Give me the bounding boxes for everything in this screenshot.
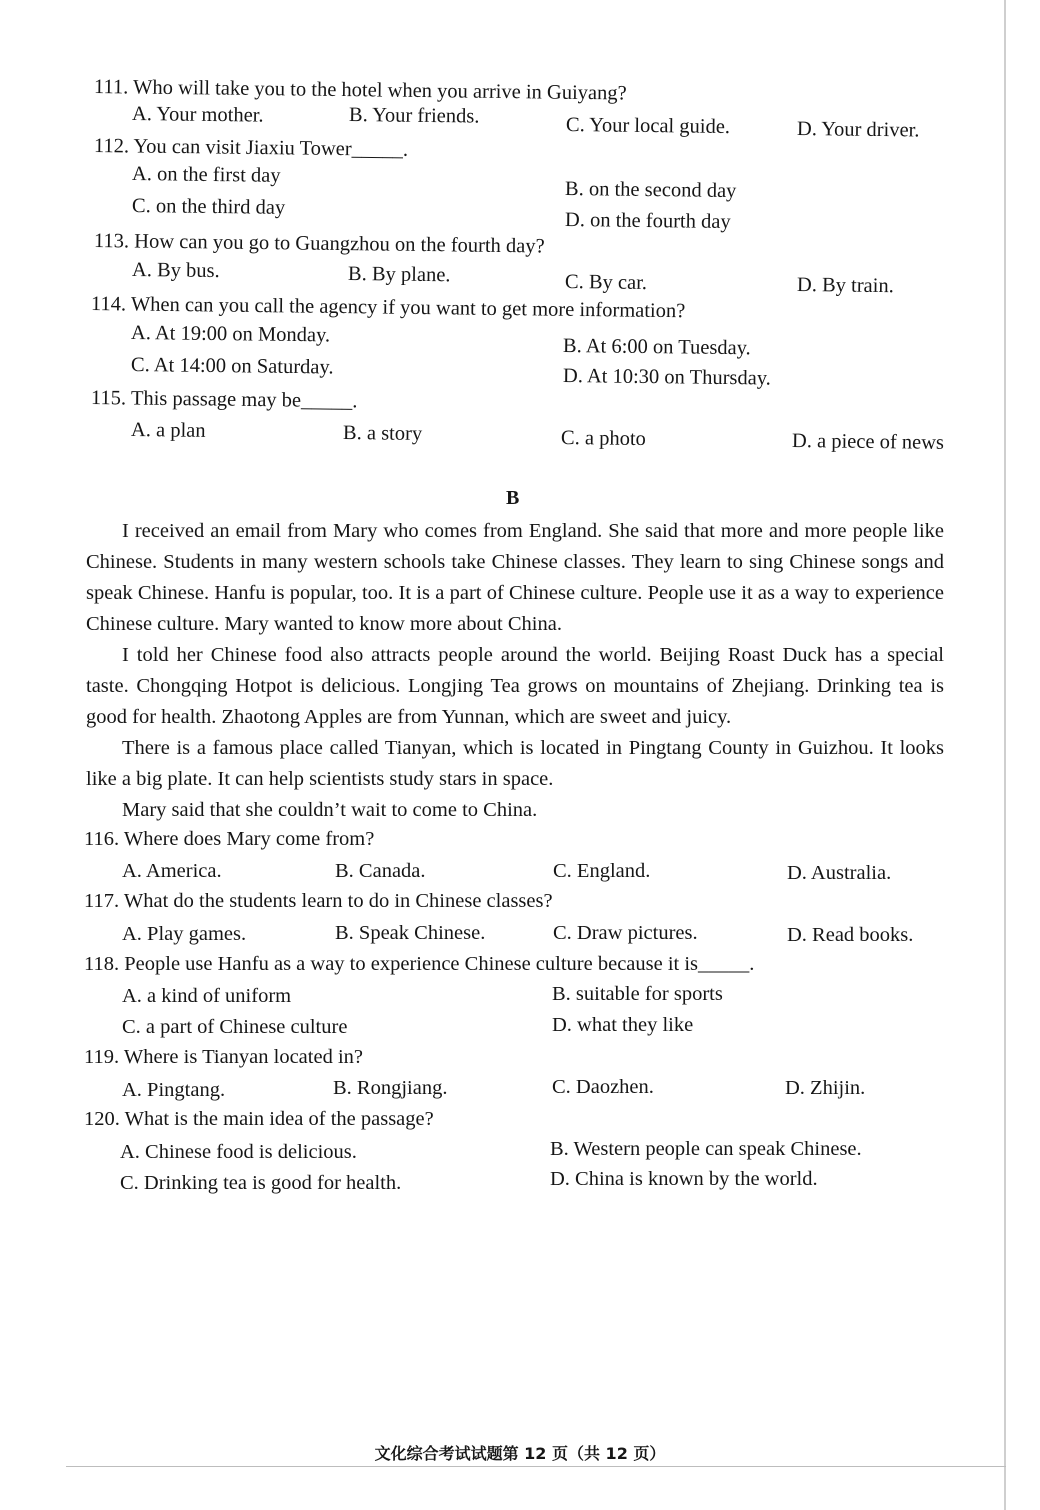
question-number: 111. (93, 76, 129, 99)
option-113-d: D. By train. (796, 274, 894, 298)
paragraph-text: I told her Chinese food also attracts people around the world. Beijing Roast Duck has a special taste. Chongqing Hotpot is delicious. Longjing Tea grows on mountains of Zhejiang. Drinking tea is good for health. Zhaotong Apples are from Yunnan, which are sweet and juicy. (86, 644, 944, 728)
option-112-c: C. on the third day (131, 195, 286, 219)
question-stem: People use Hanfu as a way to experience Chinese culture because it is_____. (124, 953, 755, 975)
option-115-b: B. a story (342, 422, 423, 445)
option-115-c: C. a photo (560, 427, 646, 451)
question-number: 117. (84, 890, 120, 912)
question-number: 118. (84, 953, 120, 975)
option-118-d: D. what they like (552, 1014, 694, 1036)
option-111-d: D. Your driver. (796, 118, 920, 142)
option-112-b: B. on the second day (564, 178, 737, 203)
option-113-a: A. By bus. (131, 259, 220, 283)
question-number: 114. (90, 293, 127, 316)
option-112-a: A. on the first day (131, 163, 281, 187)
option-117-d: D. Read books. (787, 924, 914, 946)
question-stem: What is the main idea of the passage? (124, 1108, 434, 1130)
option-112-d: D. on the fourth day (564, 209, 731, 234)
question-number: 116. (84, 828, 120, 850)
question-number: 112. (93, 135, 130, 158)
option-115-a: A. a plan (130, 419, 206, 442)
paragraph-text: There is a famous place called Tianyan, which is located in Pingtang County in Guizhou. It looks like a big plate. It can help scientists study stars in space. (86, 737, 944, 790)
option-113-c: C. By car. (564, 271, 648, 295)
question-stem: Who will take you to the hotel when you arrive in Guiyang? (132, 76, 627, 105)
option-119-c: C. Daozhen. (552, 1076, 654, 1098)
section-b-heading: B (506, 487, 520, 509)
option-114-d: D. At 10:30 on Thursday. (562, 365, 771, 390)
option-116-b: B. Canada. (335, 860, 426, 882)
question-stem: Where does Mary come from? (123, 828, 375, 850)
scan-edge-line (1004, 0, 1006, 1510)
option-114-c: C. At 14:00 on Saturday. (130, 354, 334, 379)
question-116 (84, 828, 374, 851)
option-118-b: B. suitable for sports (552, 983, 723, 1005)
footer-rule (66, 1466, 1006, 1467)
question-119 (84, 1046, 363, 1069)
option-114-b: B. At 6:00 on Tuesday. (562, 335, 751, 360)
option-115-d: D. a piece of news (791, 430, 945, 454)
option-119-a: A. Pingtang. (122, 1079, 226, 1101)
passage-paragraph-3 (86, 733, 944, 795)
question-stem: What do the students learn to do in Chinese classes? (123, 890, 553, 912)
passage-paragraph-1 (86, 516, 944, 640)
page-footer: 文化综合考试试题第 12 页（共 12 页） (374, 1444, 666, 1463)
question-115 (91, 387, 358, 413)
option-116-a: A. America. (122, 860, 222, 882)
option-120-b: B. Western people can speak Chinese. (550, 1138, 862, 1160)
question-112 (94, 135, 408, 162)
option-117-b: B. Speak Chinese. (335, 922, 486, 944)
passage-paragraph-4 (86, 795, 944, 826)
option-111-c: C. Your local guide. (565, 114, 731, 139)
paragraph-text: Mary said that she couldn’t wait to come to China. (122, 799, 538, 821)
question-stem: How can you go to Guangzhou on the fourth day? (134, 230, 545, 258)
question-number: 120. (84, 1108, 120, 1130)
option-116-d: D. Australia. (787, 862, 892, 884)
question-118 (84, 953, 754, 976)
option-120-d: D. China is known by the world. (550, 1168, 818, 1190)
option-119-d: D. Zhijin. (785, 1077, 866, 1099)
question-120 (84, 1108, 434, 1131)
passage-paragraph-2 (86, 640, 944, 733)
option-120-c: C. Drinking tea is good for health. (120, 1172, 402, 1194)
question-stem: When can you call the agency if you want to get more information? (130, 293, 686, 323)
question-number: 113. (93, 230, 130, 253)
option-118-c: C. a part of Chinese culture (122, 1016, 348, 1038)
option-113-b: B. By plane. (347, 263, 451, 287)
question-stem: Where is Tianyan located in? (123, 1046, 363, 1068)
option-117-c: C. Draw pictures. (553, 922, 698, 944)
option-114-a: A. At 19:00 on Monday. (130, 322, 331, 347)
option-119-b: B. Rongjiang. (333, 1077, 448, 1099)
question-114 (91, 293, 686, 323)
option-117-a: A. Play games. (122, 923, 247, 945)
paragraph-text: I received an email from Mary who comes from England. She said that more and more people like Chinese. Students in many western schools take Chinese classes. They learn to sing Chinese songs and speak Chinese. Hanfu is popular, too. It is a part of Chinese culture. People use it as a way to experience Chinese culture. Mary wanted to know more about China. (86, 520, 944, 635)
question-number: 115. (90, 387, 127, 410)
option-111-b: B. Your friends. (348, 104, 480, 128)
question-stem: You can visit Jiaxiu Tower_____. (133, 135, 409, 161)
option-111-a: A. Your mother. (131, 103, 264, 127)
question-113 (94, 230, 545, 259)
question-number: 119. (84, 1046, 120, 1068)
question-stem: This passage may be_____. (130, 387, 358, 413)
question-117 (84, 890, 553, 913)
question-111 (94, 76, 627, 106)
option-118-a: A. a kind of uniform (122, 985, 292, 1007)
option-116-c: C. England. (553, 860, 651, 882)
option-120-a: A. Chinese food is delicious. (120, 1141, 357, 1163)
